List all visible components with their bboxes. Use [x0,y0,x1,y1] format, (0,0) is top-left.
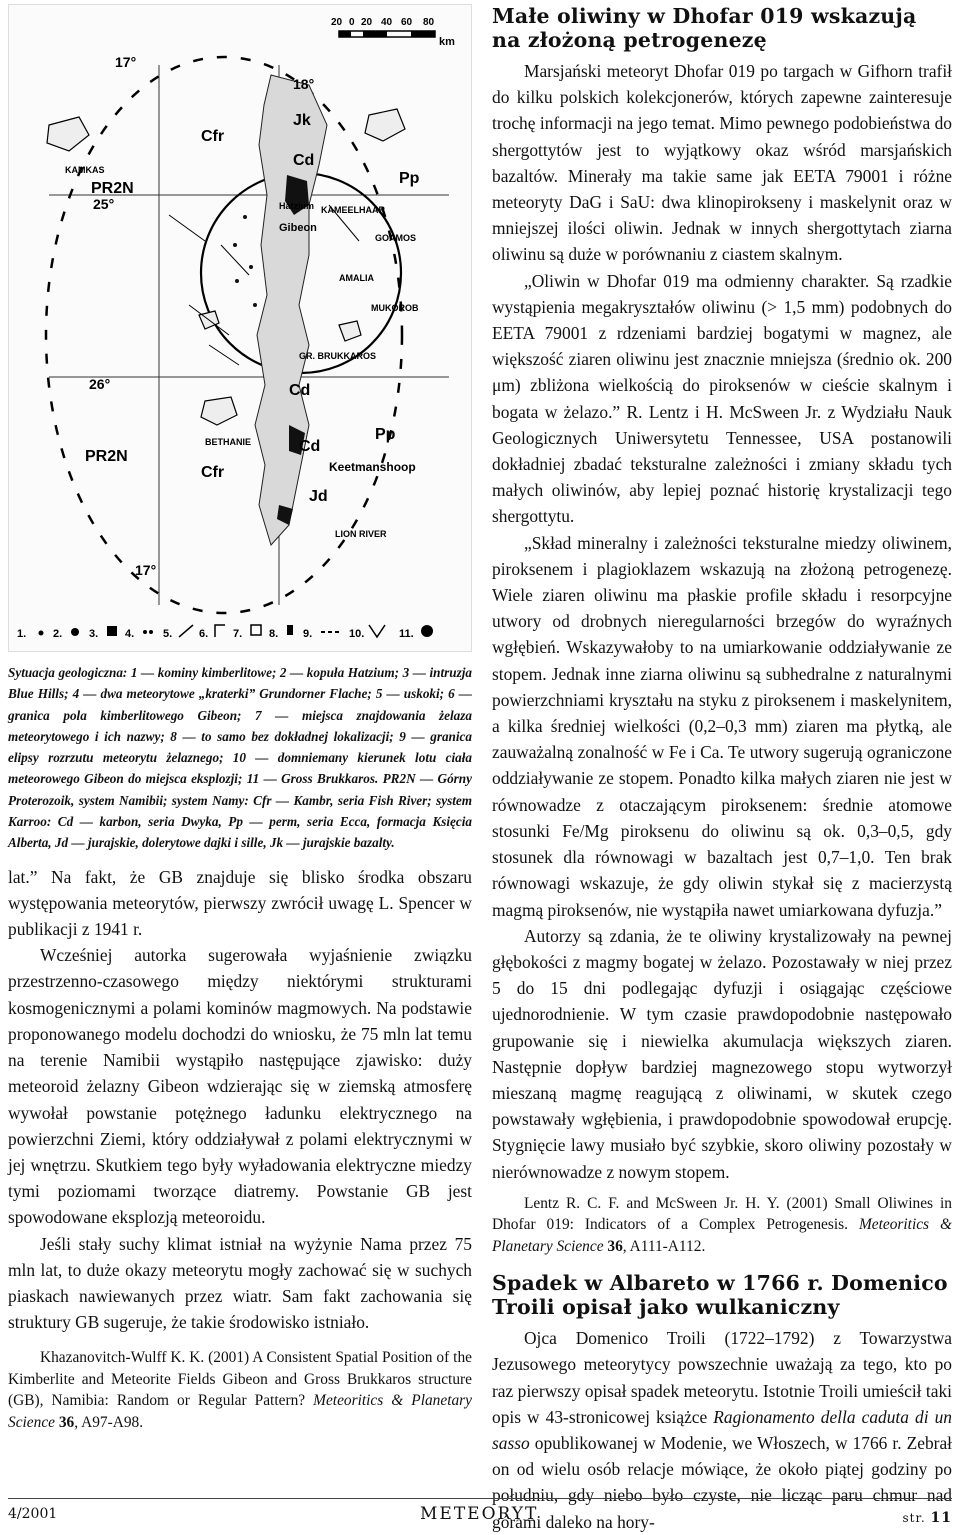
scale-label: km [439,36,455,48]
right-reference [492,1193,952,1258]
formation-label: Cd [293,152,315,169]
map-scale-bar [331,17,455,48]
legend-number: 11. [399,628,414,640]
place-label: GR. BRUKKAROS [299,351,377,361]
place-label: KAMKAS [65,165,105,175]
page-footer [0,1498,960,1530]
legend-number: 9. [303,628,313,640]
legend-number: 6. [199,628,209,640]
left-reference-text: Khazanovitch-Wulff K. K. (2001) A Consistent Spatial Position of the Kimberlite and Meteorite Fields Gibeon and Gross Brukkaros structure (GB), Namibia: Random or Regular Pattern? [8,1349,472,1410]
scale-label: 20 [331,17,343,28]
legend-number: 3. [89,628,99,640]
legend-number: 2. [53,628,63,640]
formation-label: Jk [293,112,311,129]
legend-number: 7. [233,628,243,640]
right-paragraph-4: Autorzy są zdania, że te oliwiny krystalizowały na pewnej głębokości z magmy bogatej w żelazo. Pozostawały w niej przez 5 do 15 dni podlegając dyfuzji i osiągając częściowe ujednorodnienie. W tym czasie prawdopodobnie następowało grupowanie się i niewielka akumulacja większych ziaren. Następnie dopływ bardziej magnezowego stopu wytworzył mieszaną magmę reagującą z oliwinami, w skutek czego powstawały wgłębienia, i prawdopodobnie spowodował erupcję. Stygnięcie lawy musiało być szybkie, skoro oliwiny pozostały w nierównowadze z nowym stopem. [492,925,952,1182]
page-number [902,1510,952,1526]
scale-label: 20 [361,17,373,28]
formation-belt [255,75,327,545]
legend-number: 4. [125,628,135,640]
page-prefix: str. [902,1511,926,1525]
geological-map-drawing [9,5,471,651]
place-label: Keetmanshoop [329,460,416,474]
right-reference-pages: , A111-A112. [622,1237,706,1255]
right-reference-volume: 36 [607,1237,623,1255]
left-paragraph-1: lat.” Na fakt, że GB znajduje się blisko środka obszaru występowania meteorytów, pierwszy zwrócił uwagę L. Spencer w publikacji z 1941 r. [8,866,472,940]
right-paragraph-5-end: opublikowanej w Modenie, we Włoszech, w 1766 r. Zebrał on od wielu osób relacje mówiące, że około piątej godziny po południu, gdy niebo było czyste, nie licząc paru chmur nad górami daleko na hory- [492,1433,952,1532]
legend-number: 8. [269,628,279,640]
place-label: Gibeon [279,222,317,234]
place-label: GOAMOS [375,233,417,243]
legend-number: 10. [349,628,365,640]
formation-label: Cd [299,438,321,455]
place-label: LION RIVER [335,529,387,539]
left-reference-pages: , A97-A98. [74,1413,144,1431]
place-label: AMALIA [339,273,374,283]
legend-number: 5. [163,628,173,640]
formation-label: Jd [309,488,328,505]
right-paragraph-3: „Skład mineralny i zależności teksturalne miedzy oliwinem, piroksenem i plagioklazem wskazują na złożoną petrogenezę. Wiele ziaren oliwinu ma płaskie profile składu i resorpcyjne utwory od drobnych nieregularności brzegów do wyraźnych wgłębień. Wskazywałoby to na umiarkowanie oddziaływanie ze stopem. Jednak inne ziarna oliwinu są subhedralne z naturalnymi powierzchniami kryształu na styku z piroksenem i maskelynitem, a kilka średniej wielkości (0,2–0,3 mm) ziaren ma płytką, ale zauważalną zonalność w Fe i Ca. Te utwory sugerują ograniczone oddziaływanie ze stopem. Ponadto kilka małych ziaren nie jest w równowadze z otaczającym piroksenem: średnie atomowe stosunki Fe/Mg piroksenu do oliwinu są ok. 0,3–0,5, gdy stosunek dla równowagi w bazaltach jest 0,7–1,0. Ten brak równowagi wskazuje, że gdy oliwin stykał się z macierzystą magmą piroksenów, nie wystąpiła nawet umiarkowana dyfuzja.” [492,532,952,920]
book-title: Ragionamento della caduta di un sasso [492,1406,952,1454]
right-reference-text: Lentz R. C. F. and McSween Jr. H. Y. (2001) Small Oliwines in Dhofar 019: Indicators of a Complex Petrogenesis. [492,1194,952,1234]
lat-label: 25° [93,196,115,212]
page-number-value: 11 [930,1510,952,1526]
left-reference [8,1347,472,1433]
article-title-albareto: Spadek w Albareto w 1766 r. Domenico Troili opisał jako wulkaniczny [492,1271,948,1320]
place-label: BETHANIE [205,437,252,447]
map-caption: Sytuacja geologiczna: 1 — kominy kimberlitowe; 2 — kopuła Hatzium; 3 — intruzja Blue Hills; 4 — dwa meteorytowe „kraterki” Grundorner Flache; 5 — uskoki; 6 — granica pola kimberlitowego Gibeon; 7 — miejsca znajdowania żelaza meteorytowego i ich nazwy; 8 — to samo bez dokładnej lokalizacji; 9 — granica elipsy rozrzutu meteorytu żelaznego; 10 — domniemany kierunek lotu ciała meteorowego Gibeon do miejsca eksplozji; 11 — Gross Brukkaros. PR2N — Górny Proterozoik, system Namibii; system Namy: Cfr — Kambr, seria Fish River; system Karroo: Cd — karbon, seria Dwyka, Pp — perm, seria Ecca, formacja Księcia Alberta, Jd — jurajskie, dolerytowe dajki i sille, Jk — jurajskie bazalty. [8,665,472,851]
scale-label: 60 [401,17,413,28]
left-reference-volume: 36 [58,1413,75,1431]
left-paragraph-2: Wcześniej autorka sugerowała wyjaśnienie związku przestrzenno-czasowego między niektórymi strukturami kosmogenicznymi a polami kominów magmowych. Na podstawie proponowanego modelu dochodzi do wniosku, że 75 mln lat temu na terenie Namibii wystąpiło następujące zjawisko: duży meteoroid żelazny Gibeon wdzierając się w ziemską atmosferę wywołał powstanie potężnego ładunku elektrycznego na powierzchni Ziemi, który oddziaływał z polami elektrycznymi w jej wnętrzu. Skutkiem tego były wyładowania elektryczne miedzy tymi poziomami tworzące diatremy. Powstanie GB jest spowodowane eksplozją meteoroidu. [8,945,472,1228]
place-label: Hatzium [279,201,315,211]
legend-number: 1. [17,628,27,640]
article-title-olivines: Małe oliwiny w Dhofar 019 wskazują na złożoną petrogenezę [492,4,917,52]
formation-label: PR2N [91,180,134,197]
lat-label: 26° [89,376,111,392]
right-paragraph-1: Marsjański meteoryt Dhofar 019 po targach w Gifhorn trafił do kilku polskich kolekcjonerów, których zapewne zainteresuje trochę informacji na jego temat. Mimo pewnego podobieństwa do shergottytów jest to wyjątkowy okaz wśród marsjańskich bazaltów. Minerały ma takie same jak EETA 79001 i różne meteoryty DaG i SaU: dwa klinopirokseny i maskelynit oraz w mniejszej ilości oliwin. Jednak w innych shergottytach ziarna oliwinu są duże w porównaniu z ciastem skalnym. [492,61,952,265]
formation-label: Pp [375,426,396,443]
scale-label: 0 [349,17,355,28]
place-label: MUKOROB [371,303,419,313]
left-column [8,4,472,1433]
place-label: KAMEELHAAR [321,205,385,215]
left-reference-journal: Meteoritics & Planetary Science [8,1392,472,1431]
right-paragraph-2: „Oliwin w Dhofar 019 ma odmienny charakter. Są rzadkie wystąpienia megakryształów oliwinu (> 1,5 mm) podobnych do EETA 79001 z rdzeniami bardziej bogatymi w magnez, ale większość ziaren oliwinu jest znacznie mniejsza (średnio ok. 200 μm) zbliżona wielkością do piroksenów w cieście skalnym i bogata w żelazo.” R. Lentz i H. McSween Jr. z Wydziału Nauk Geologicznych Uniwersytetu Tennessee, USA postanowili dokładniej zbadać teksturalne zależności i zmiany składu tych małych oliwinów, aby lepiej poznać historię krystalizacji tego shergottytu. [492,270,952,527]
map-legend [17,625,433,640]
formation-label: Pp [399,170,420,187]
lat-label: 17° [115,54,137,70]
issue-number: 4/2001 [8,1506,58,1522]
geological-map [8,4,472,652]
formation-label: Cfr [201,464,225,481]
footer-rule [8,1498,952,1499]
magazine-name: METEORYT [420,1504,539,1524]
lat-label: 17° [135,562,157,578]
right-column [492,4,952,1535]
right-paragraph-5-start: Ojca Domenico Troili (1722–1792) z Towarzystwa Jezusowego meteorytycy powszechnie uważają za tego, kto po raz pierwszy opisał spadek meteorytu. Istotnie Troili umieścił taki opis w 43-stronicowej książce [492,1328,952,1427]
left-paragraph-3: Jeśli stały suchy klimat istniał na wyżynie Nama przez 75 mln lat, to duże okazy meteorytu mogły zachować się w suchych piaskach nawiewanych przez wiatr. Sam fakt zachowania się struktury GB sugeruje, że takie środowisko istniało. [8,1233,472,1333]
formation-label: Cfr [201,128,225,145]
formation-label: Cd [289,382,311,399]
lat-label: 18° [293,76,315,92]
scale-label: 80 [423,17,435,28]
map-graticule [49,65,449,605]
right-reference-journal: Meteoritics & Planetary Science [492,1216,952,1255]
formation-label: PR2N [85,448,128,465]
scale-label: 40 [381,17,393,28]
